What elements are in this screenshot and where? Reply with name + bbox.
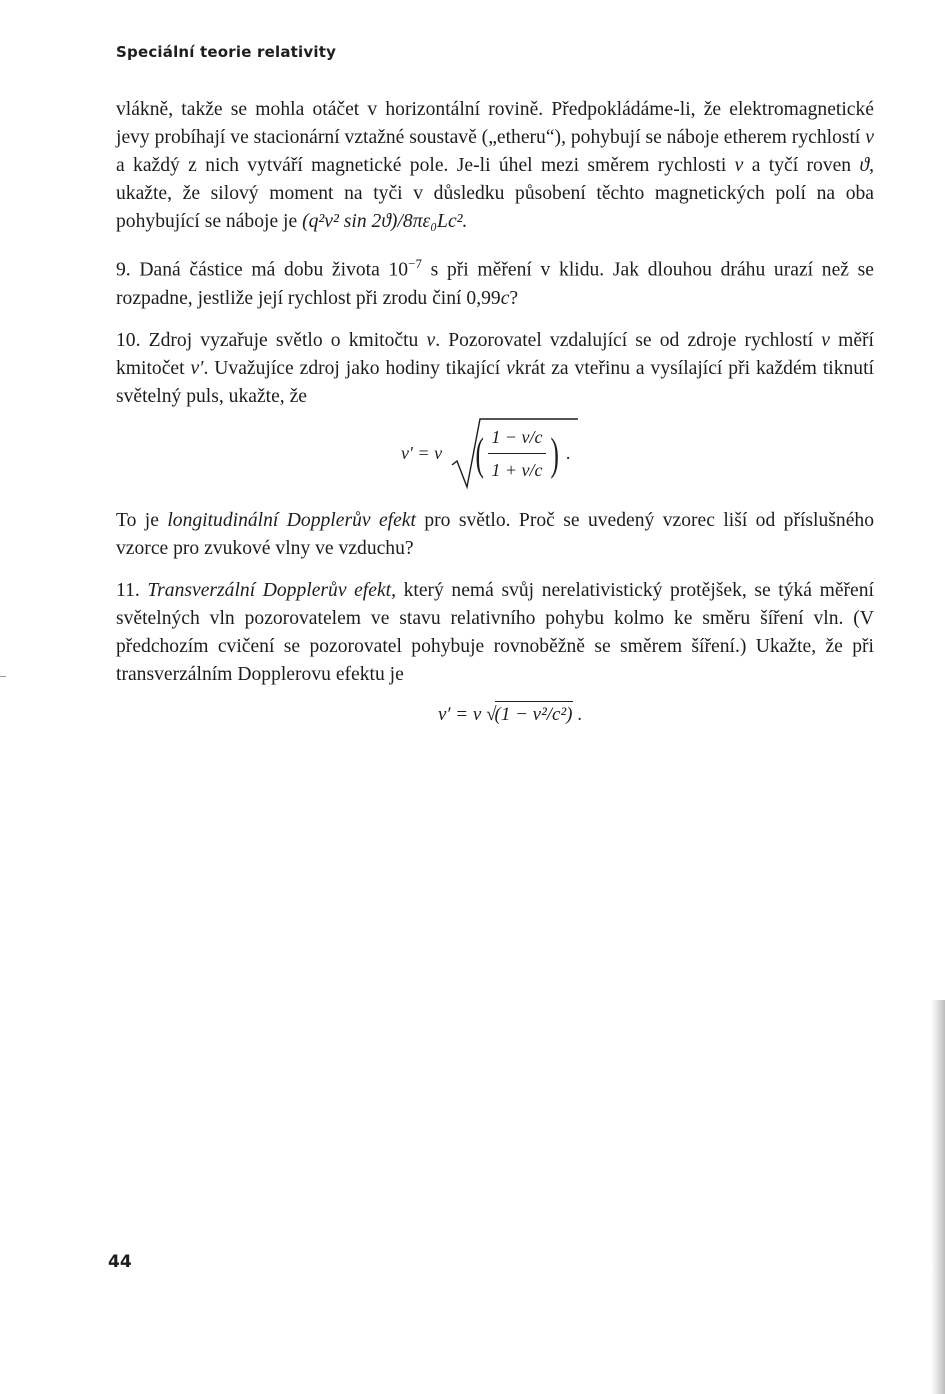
left-paren-icon: ( [475,427,484,479]
math-v: v [865,127,874,148]
text-span: . Uvažujíce zdroj jako hodiny tikající [203,357,507,379]
text-span: 9. Daná částice má dobu života 10 [116,259,409,281]
emphasis-term: Transverzální Dopplerův efekt, [147,579,396,601]
math-c: c [500,287,510,309]
text-span: , ukažte, že silový moment na tyči v důsledku působení těchto magnetických polí na oba pohybující se náboje je [116,155,874,232]
paragraph-continuation [116,96,874,236]
equation-longitudinal-doppler [116,417,874,497]
math-exponent: −7 [408,256,422,271]
text-span: vlákně, takže se mohla otáčet v horizontální rovině. Předpokládáme-li, že elektromagnetické jevy probíhají ve stacionární vztažné soustavě („etheru“), pohybují se náboje etherem rychlostí [116,99,874,148]
fraction-denominator: 1 + v/c [491,460,543,481]
right-paren-icon: ) [549,427,559,479]
paragraph-longitudinal-note [116,507,874,563]
sqrt-sign-icon [450,415,580,491]
equation-period: . [577,703,583,725]
page-number: 44 [108,1252,132,1272]
text-span: a tyčí roven [743,155,860,176]
equation-lhs: ν′ = ν [437,703,482,725]
text-span: a každý z nich vytváří magnetické pole. Je-li úhel mezi směrem rychlosti [116,155,735,176]
exercise-11 [116,577,874,689]
math-theta: ϑ [859,155,870,176]
math-torque-formula: (q²v² sin 2ϑ)/8πε₀Lc². [302,211,468,232]
math-nu-prime: ν′ [190,357,204,379]
equation-body [401,417,570,489]
text-span: měří kmitočet [116,329,874,379]
text-span: s při měření v klidu. Jak dlouhou dráhu urazí než se rozpadne, jestliže její rychlost při zrodu činí 0,99 [116,259,874,309]
equation-lhs: ν′ = ν [401,442,443,463]
margin-tick [0,676,6,677]
text-span: 11. [116,579,148,601]
text-span: krát za vteřinu a vysílající při každém tiknutí světelný puls, ukažte, že [116,357,874,407]
equation-period: . [565,442,571,463]
exercise-10 [116,327,874,411]
math-nu: ν [506,357,515,379]
text-span: který nemá svůj nerelativistický protějšek, se týká měření světelných vln pozorovatelem ve stavu relativního pohybu kolmo ke směru šíření vln. (V předchozím cvičení se pozorovatel pohybuje rovnoběžně se směrem šíření.) Ukažte, že při transverzálním Dopplerovu efektu je [116,579,874,685]
body-text [116,96,874,735]
exercise-9 [116,250,874,313]
text-span: pro světlo. Proč se uvedený vzorec liší od příslušného vzorce pro zvukové vlny ve vzduchu? [116,509,874,559]
sqrt-sign-icon: √ [486,703,497,725]
sqrt-group [450,421,562,484]
fraction-numerator: 1 − v/c [488,423,545,454]
text-span: ? [509,287,519,309]
running-head: Speciální teorie relativity [116,43,337,61]
emphasis-term: longitudinální Dopplerův efekt [167,509,416,531]
text-span: 10. Zdroj vyzařuje světlo o kmitočtu [116,329,427,351]
math-v: v [734,155,744,176]
text-span: . Pozorovatel vzdalující se od zdroje rychlostí [435,329,822,351]
math-v: v [821,329,830,351]
equation-transverse-doppler [116,695,874,735]
equation-radicand: (1 − v²/c²) [495,701,573,727]
text-span: To je [116,509,168,531]
math-nu: ν [426,329,436,351]
page-edge-shadow [931,1000,945,1394]
